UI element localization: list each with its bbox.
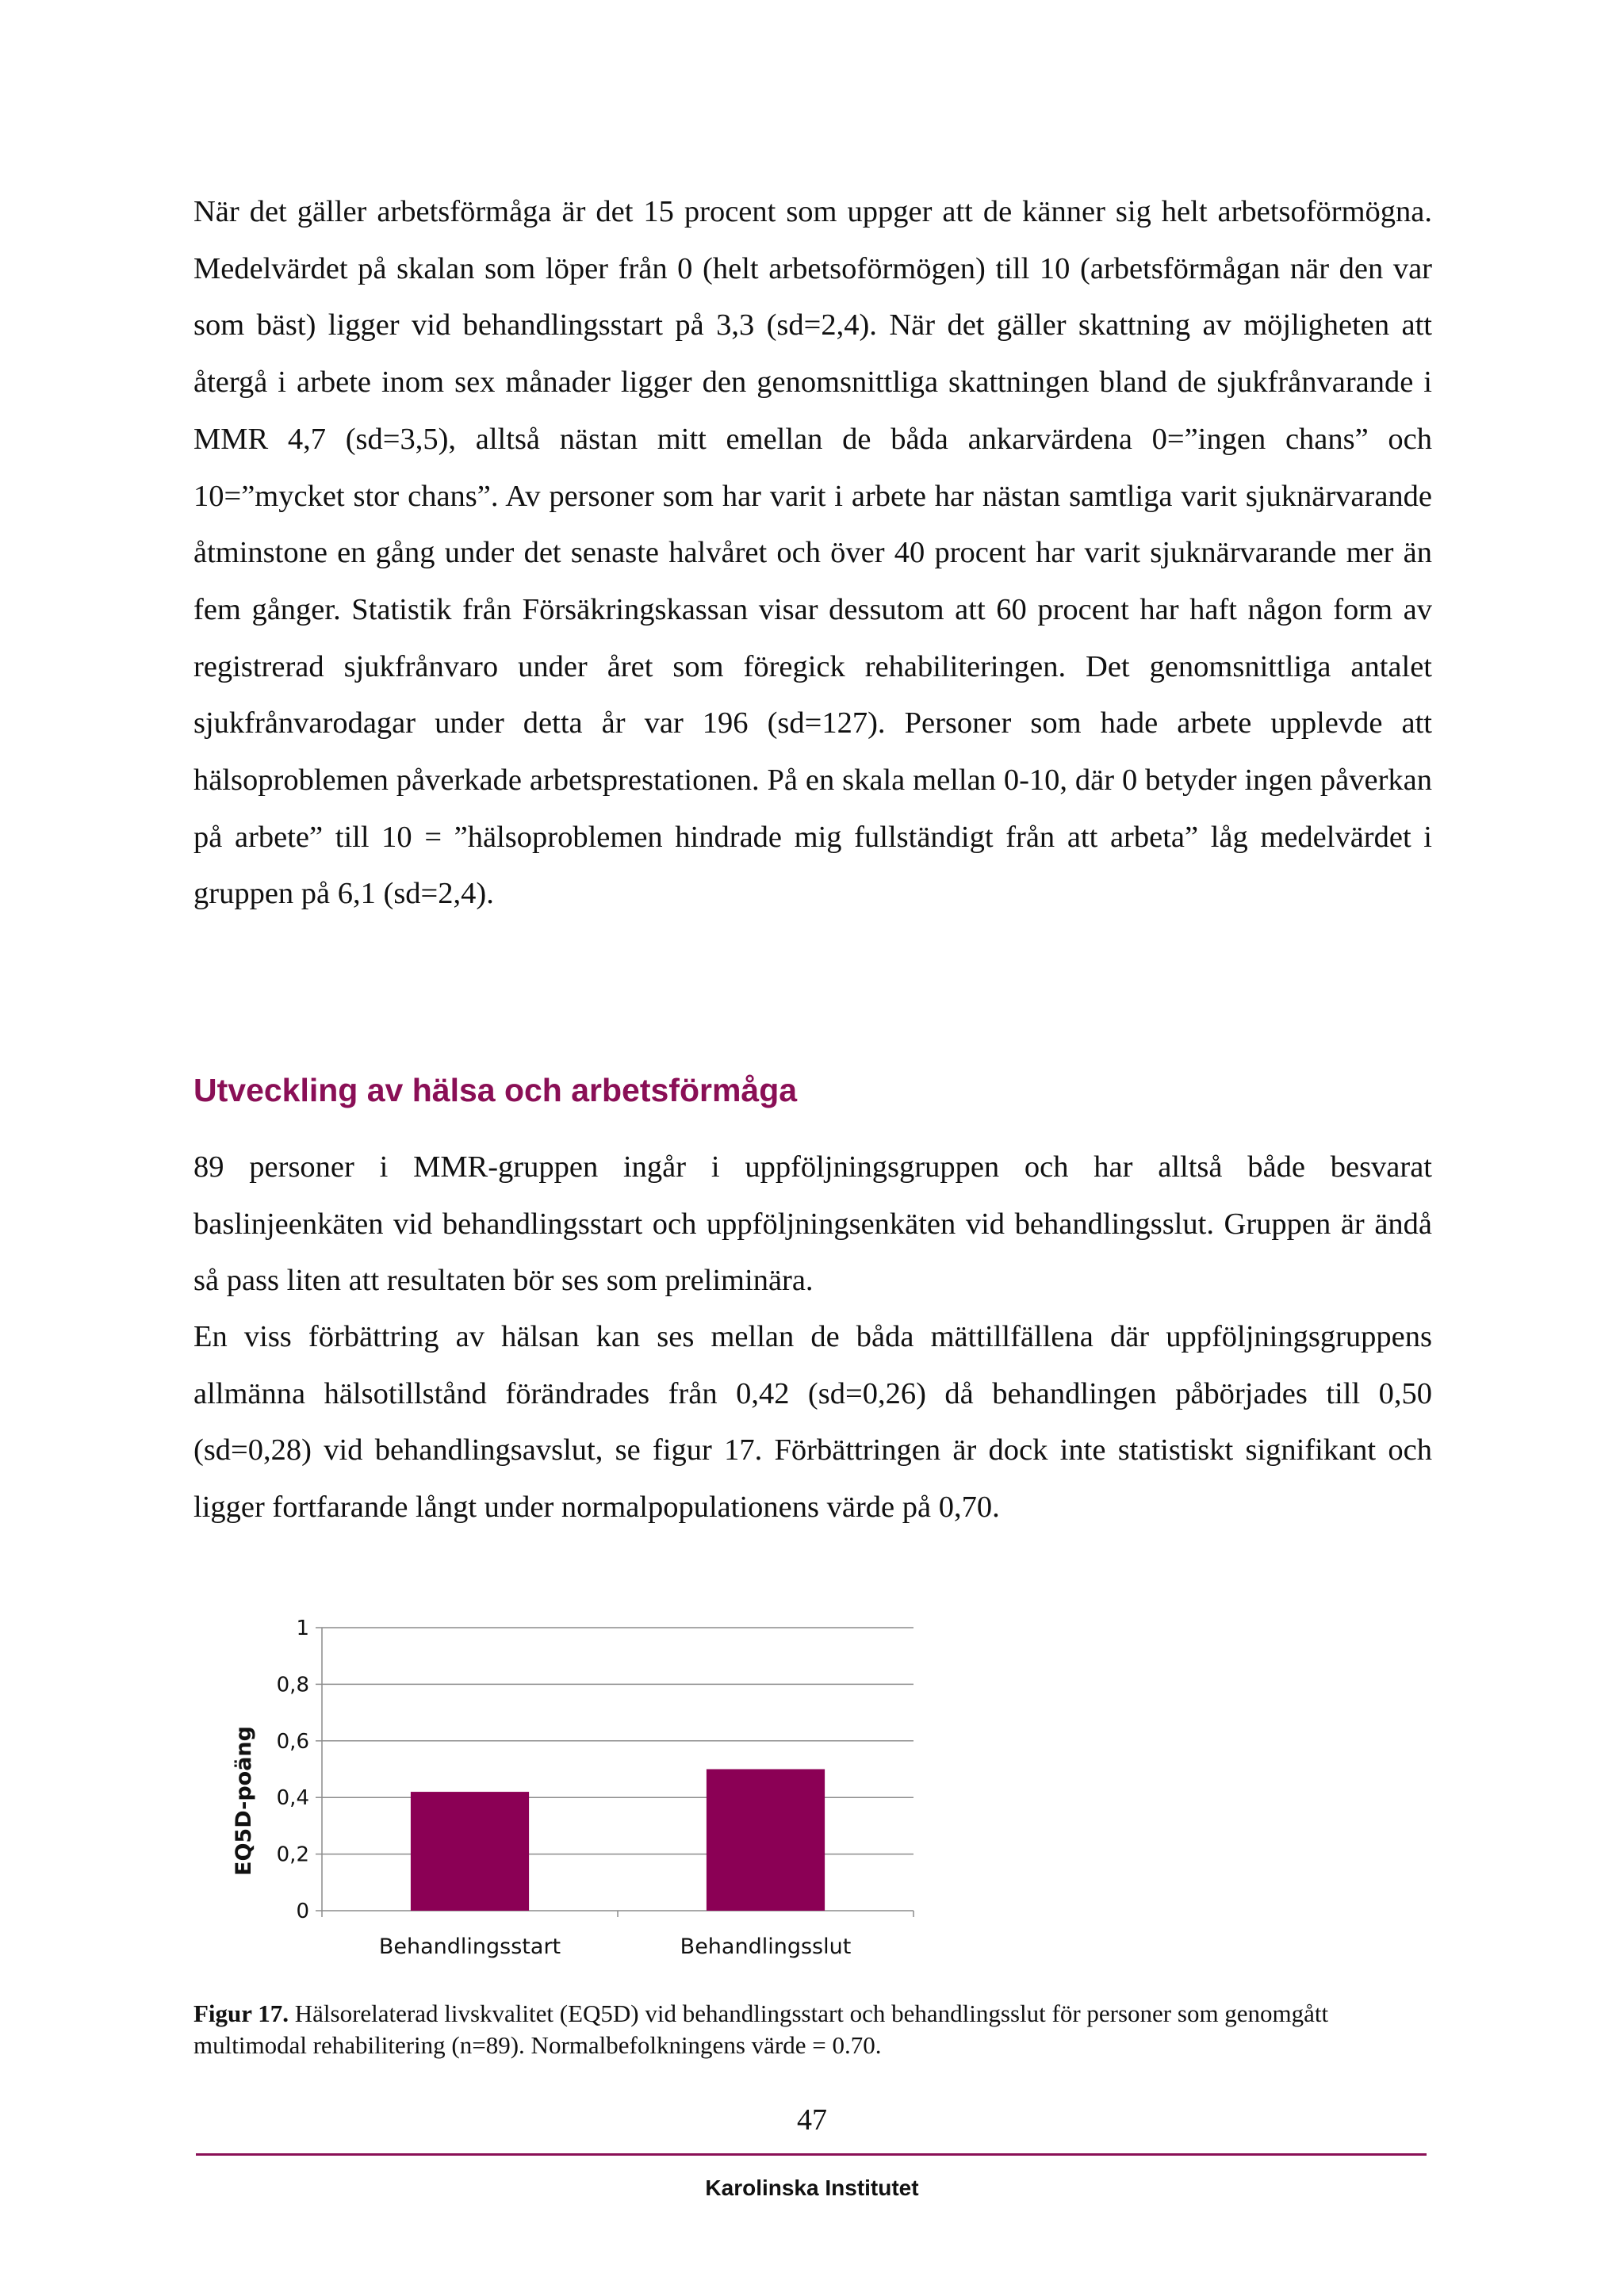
y-tick-label: 0,4	[276, 1786, 309, 1811]
figure-caption-label: Figur 17.	[193, 1999, 289, 2027]
y-tick-label: 0,6	[276, 1729, 309, 1754]
eq5d-bar-chart	[190, 1605, 936, 1978]
footer-divider	[196, 2153, 1427, 2156]
body-paragraph-work-ability: När det gäller arbetsförmåga är det 15 procent som uppger att de känner sig helt arbetsoförmögna. Medelvärdet på skalan som löper från 0 (helt arbetsoförmögen) till 10 (arbetsförmågan när den var som bäst) ligger vid behandlingsstart på 3,3 (sd=2,4). När det gäller skattning av möjligheten att återgå i arbete inom sex månader ligger den genomsnittliga skattningen bland de sjukfrånvarande i MMR 4,7 (sd=3,5), alltså nästan mitt emellan de båda ankarvärdena 0=”ingen chans” och 10=”mycket stor chans”. Av personer som har varit i arbete har nästan samtliga varit sjuknärvarande åtminstone en gång under det senaste halvåret och över 40 procent har varit sjuknärvarande mer än fem gånger. Statistik från Försäkringskassan visar dessutom att 60 procent har haft någon form av registrerad sjukfrånvaro under året som föregick rehabiliteringen. Det genomsnittliga antalet sjukfrånvarodagar under detta år var 196 (sd=127). Personer som hade arbete upplevde att hälsoproblemen påverkade arbetsprestationen. På en skala mellan 0-10, där 0 betyder ingen påverkan på arbete” till 10 = ”hälsoproblemen hindrade mig fullständigt från att arbeta” låg medelvärdet i gruppen på 6,1 (sd=2,4).	[193, 195, 1432, 911]
section-heading: Utveckling av hälsa och arbetsförmåga	[193, 1072, 798, 1108]
x-tick-label: Behandlingsstart	[378, 1934, 561, 1959]
footer-institution: Karolinska Institutet	[705, 2175, 919, 2200]
figure-caption	[193, 1998, 1383, 2061]
y-axis-title: EQ5D-poäng	[232, 1726, 256, 1876]
y-tick-label: 1	[296, 1617, 309, 1640]
figure-caption-text: Hälsorelaterad livskvalitet (EQ5D) vid behandlingsstart och behandlingsslut för personer som genomgått multimodal rehabilitering (n=89). Normalbefolkningens värde = 0.70.	[193, 1999, 1329, 2059]
body-paragraph-follow-up-group: 89 personer i MMR-gruppen ingår i uppföljningsgruppen och har alltså både besvarat baslinjeenkäten vid behandlingsstart och uppföljningsenkäten vid behandlingsslut. Gruppen är ändå så pass liten att resultaten bör ses som preliminära.	[193, 1150, 1432, 1297]
y-tick-label: 0,2	[276, 1843, 309, 1867]
page-number: 47	[797, 2103, 827, 2137]
body-paragraph-health-improvement: En viss förbättring av hälsan kan ses mellan de båda mättillfällena där uppföljningsgruppens allmänna hälsotillstånd förändrades från 0,42 (sd=0,26) då behandlingen påbörjades till 0,50 (sd=0,28) vid behandlingsavslut, se figur 17. Förbättringen är dock inte statistiskt signifikant och ligger fortfarande långt under normalpopulationens värde på 0,70.	[193, 1320, 1432, 1524]
y-tick-label: 0,8	[276, 1673, 309, 1697]
x-tick-label: Behandlingsslut	[680, 1934, 852, 1959]
bar	[411, 1792, 529, 1911]
y-tick-label: 0	[296, 1900, 309, 1923]
bar	[707, 1770, 825, 1911]
